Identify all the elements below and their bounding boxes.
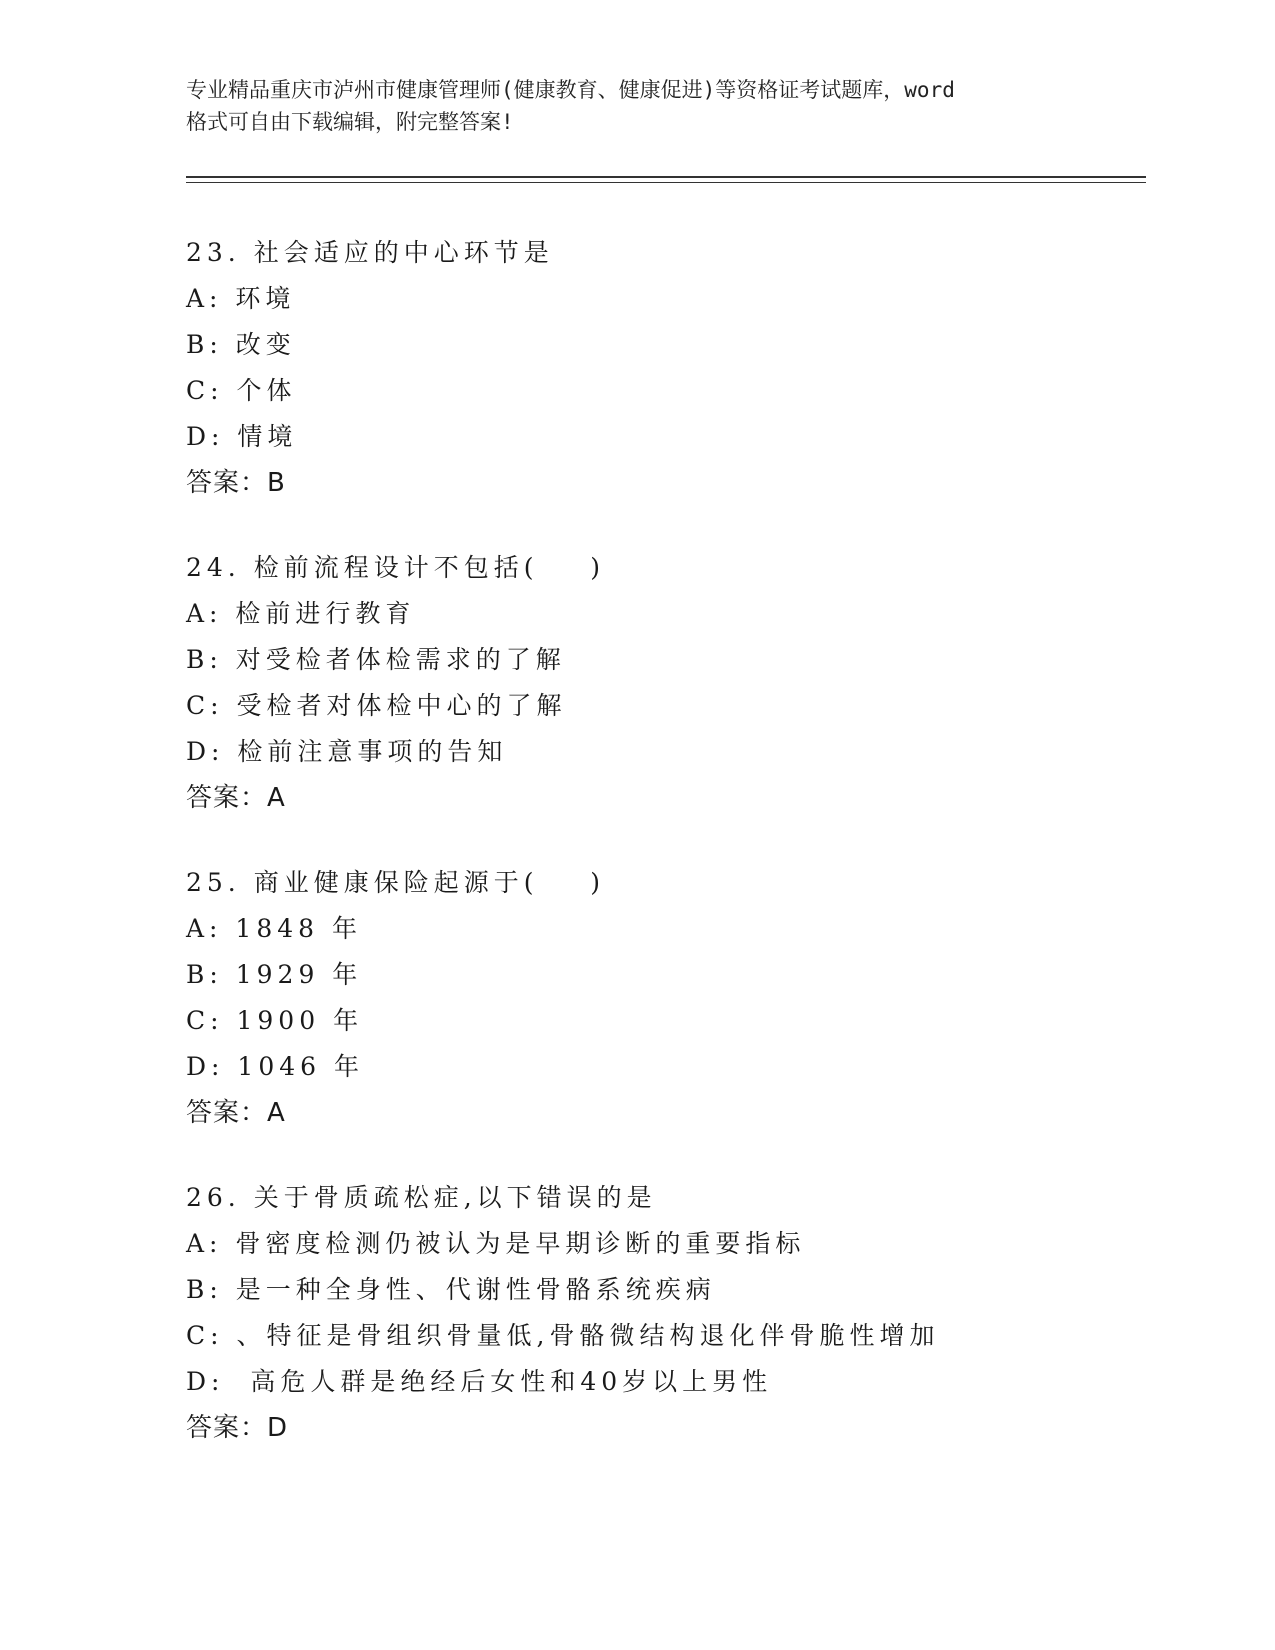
option-d: D: 检前注意事项的告知 <box>186 737 508 766</box>
option-b: B: 对受检者体检需求的了解 <box>186 645 566 674</box>
option-b: B: 改变 <box>186 330 296 359</box>
header-rule-thin <box>186 182 1146 183</box>
question-24 <box>186 545 1086 821</box>
header-rule-thick <box>186 176 1146 178</box>
answer: 答案：A <box>186 1098 286 1128</box>
header-line-2: 格式可自由下载编辑，附完整答案! <box>186 110 514 134</box>
option-c: C: 受检者对体检中心的了解 <box>186 691 567 720</box>
option-a: A: 环境 <box>186 284 296 313</box>
document-header <box>186 74 1086 138</box>
option-d: D: 1046 年 <box>186 1052 364 1081</box>
question-stem: 24. 检前流程设计不包括( ) <box>186 553 605 582</box>
option-a: A: 骨密度检测仍被认为是早期诊断的重要指标 <box>186 1229 806 1258</box>
option-c: C: 1900 年 <box>186 1006 364 1035</box>
option-b: B: 是一种全身性、代谢性骨骼系统疾病 <box>186 1275 716 1304</box>
option-a: A: 1848 年 <box>186 914 362 943</box>
question-23 <box>186 230 1086 506</box>
answer: 答案：A <box>186 783 286 813</box>
option-d: D: 高危人群是绝经后女性和40岁以上男性 <box>186 1367 773 1396</box>
question-26 <box>186 1175 1086 1451</box>
answer: 答案：D <box>186 1413 289 1443</box>
question-stem: 23. 社会适应的中心环节是 <box>186 238 554 267</box>
option-a: A: 检前进行教育 <box>186 599 416 628</box>
option-c: C: 个体 <box>186 376 297 405</box>
answer: 答案：B <box>186 468 286 498</box>
question-stem: 26. 关于骨质疏松症,以下错误的是 <box>186 1183 657 1212</box>
option-c: C: 、特征是骨组织骨量低,骨骼微结构退化伴骨脆性增加 <box>186 1321 940 1350</box>
question-stem: 25. 商业健康保险起源于( ) <box>186 868 605 897</box>
question-25 <box>186 860 1086 1136</box>
option-d: D: 情境 <box>186 422 298 451</box>
option-b: B: 1929 年 <box>186 960 363 989</box>
header-line-1: 专业精品重庆市泸州市健康管理师(健康教育、健康促进)等资格证考试题库，word <box>186 78 955 102</box>
